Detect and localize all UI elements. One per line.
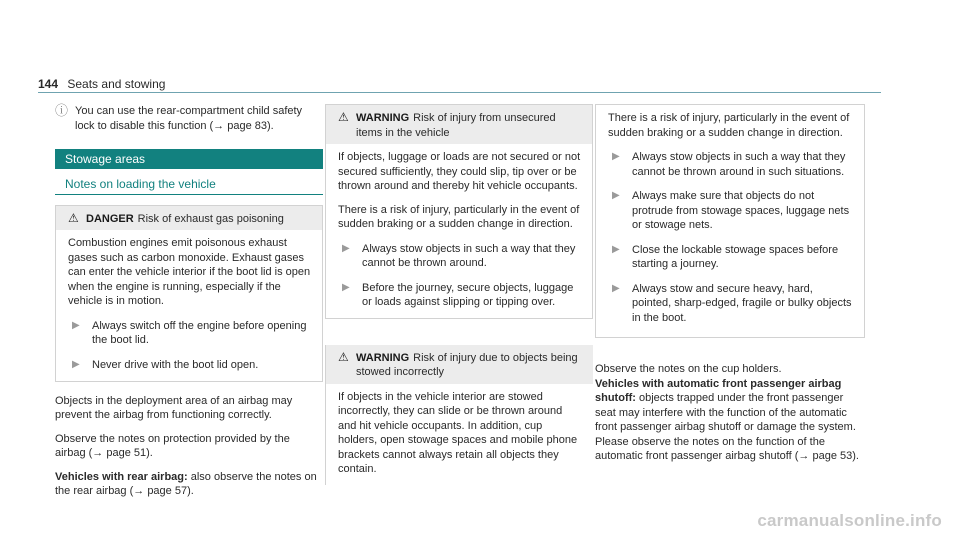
warning-title: Risk of injury from unsecured items in the vehicle bbox=[356, 112, 556, 139]
warning-box bbox=[325, 345, 593, 485]
header-rule bbox=[38, 92, 881, 93]
warning-body: There is a risk of injury, particularly in the event of sudden braking or a sudden change in direction. bbox=[338, 203, 580, 231]
danger-header bbox=[56, 206, 322, 231]
info-note-text: You can use the rear-compartment child safety lock to disable this function (→ page 83). bbox=[75, 105, 303, 132]
list-item: ▶ Always stow and secure heavy, hard, pointed, sharp-edged, fragile or bulky objects in the boot. bbox=[608, 282, 854, 326]
list-item: ▶ Always stow objects in such a way that they cannot be thrown around. bbox=[338, 242, 582, 271]
paragraph: Observe the notes on protection provided by the airbag (→ page 51). bbox=[55, 432, 290, 460]
danger-keyword: DANGER bbox=[86, 212, 134, 225]
arrow-icon: ▶ bbox=[612, 243, 620, 255]
danger-body: Combustion engines emit poisonous exhaust gases such as carbon monoxide. Exhaust gases can enter the vehicle interior if the boot lid is open when the engine is running, especially if the vehicle is in motion. bbox=[68, 237, 311, 308]
paragraph-label: Vehicles with automatic front passenger airbag shutoff: bbox=[595, 377, 842, 405]
danger-list bbox=[68, 319, 312, 373]
list-item: ▶ Never drive with the boot lid open. bbox=[68, 358, 312, 373]
list-item: ▶ Always make sure that objects do not protrude from stowage spaces, luggage nets or stowage nets. bbox=[608, 189, 854, 233]
box-text: There is a risk of injury, particularly in the event of sudden braking or a sudden change in direction. bbox=[608, 112, 850, 139]
page-number: 144 bbox=[38, 77, 59, 91]
warning-list bbox=[338, 242, 582, 310]
list-item: ▶ Always stow objects in such a way that they cannot be thrown around in such situations. bbox=[608, 150, 854, 179]
warning-keyword: WARNING bbox=[356, 112, 410, 124]
column-2 bbox=[325, 104, 593, 497]
warning-header bbox=[326, 105, 592, 144]
warning-title: Risk of injury due to objects being stowed incorrectly bbox=[356, 351, 578, 379]
arrow-icon: ▶ bbox=[342, 281, 350, 293]
section-heading: Stowage areas bbox=[55, 149, 323, 169]
arrow-icon: ▶ bbox=[612, 151, 620, 163]
warning-continuation-box bbox=[595, 104, 865, 338]
warning-body: If objects in the vehicle interior are stowed incorrectly, they can slide or be thrown around and hit vehicle occupants. In addition, cup holders, open stowage spaces and mobile phone brackets cannot always retain all objects they contain. bbox=[338, 390, 578, 476]
subheading: Notes on loading the vehicle bbox=[55, 177, 323, 195]
paragraph: Objects in the deployment area of an airbag may prevent the airbag from functioning correctly. bbox=[55, 394, 293, 422]
warning-box bbox=[325, 104, 593, 319]
arrow-icon: ▶ bbox=[612, 282, 620, 294]
page-header bbox=[38, 77, 165, 93]
warning-list bbox=[608, 150, 854, 325]
paragraph-label: Vehicles with rear airbag: bbox=[55, 470, 188, 483]
danger-title: Risk of exhaust gas poisoning bbox=[137, 212, 284, 225]
paragraph: Vehicles with automatic front passenger airbag shutoff: objects trapped under the front passenger seat may interfere with the function of the automatic front passenger airbag shutoff or damage the system. Please observe the notes on the function of the automatic front passenger airbag shutoff (→ page 53). bbox=[595, 377, 859, 463]
paragraph: Vehicles with rear airbag: also observe the notes on the rear airbag (→ page 57). bbox=[55, 470, 317, 498]
arrow-icon: ▶ bbox=[72, 358, 80, 370]
arrow-icon: ▶ bbox=[342, 242, 350, 254]
list-item: ▶ Before the journey, secure objects, luggage or loads against slipping or tipping over. bbox=[338, 281, 582, 310]
warning-keyword: WARNING bbox=[356, 351, 410, 364]
list-item: ▶ Always switch off the engine before opening the boot lid. bbox=[68, 319, 312, 348]
warning-body: If objects, luggage or loads are not secured or not secured sufficiently, they could slip, tip over or be thrown around and thereby hit vehicle occupants. bbox=[338, 151, 581, 193]
section-title: Seats and stowing bbox=[67, 77, 166, 91]
warning-header bbox=[326, 345, 593, 384]
column-3 bbox=[595, 104, 865, 464]
warning-triangle-icon: ⚠ bbox=[68, 210, 79, 225]
info-note bbox=[55, 104, 323, 133]
warning-triangle-icon: ⚠ bbox=[338, 110, 349, 124]
arrow-icon: ▶ bbox=[72, 319, 80, 331]
danger-box bbox=[55, 205, 323, 382]
column-1 bbox=[55, 104, 323, 499]
paragraph: Observe the notes on the cup holders. bbox=[595, 363, 782, 376]
watermark: carmanualsonline.info bbox=[757, 511, 942, 530]
list-item: ▶ Close the lockable stowage spaces before starting a journey. bbox=[608, 243, 854, 272]
arrow-icon: ▶ bbox=[612, 190, 620, 202]
info-icon: ⓘ bbox=[55, 103, 69, 118]
warning-triangle-icon: ⚠ bbox=[338, 349, 349, 364]
